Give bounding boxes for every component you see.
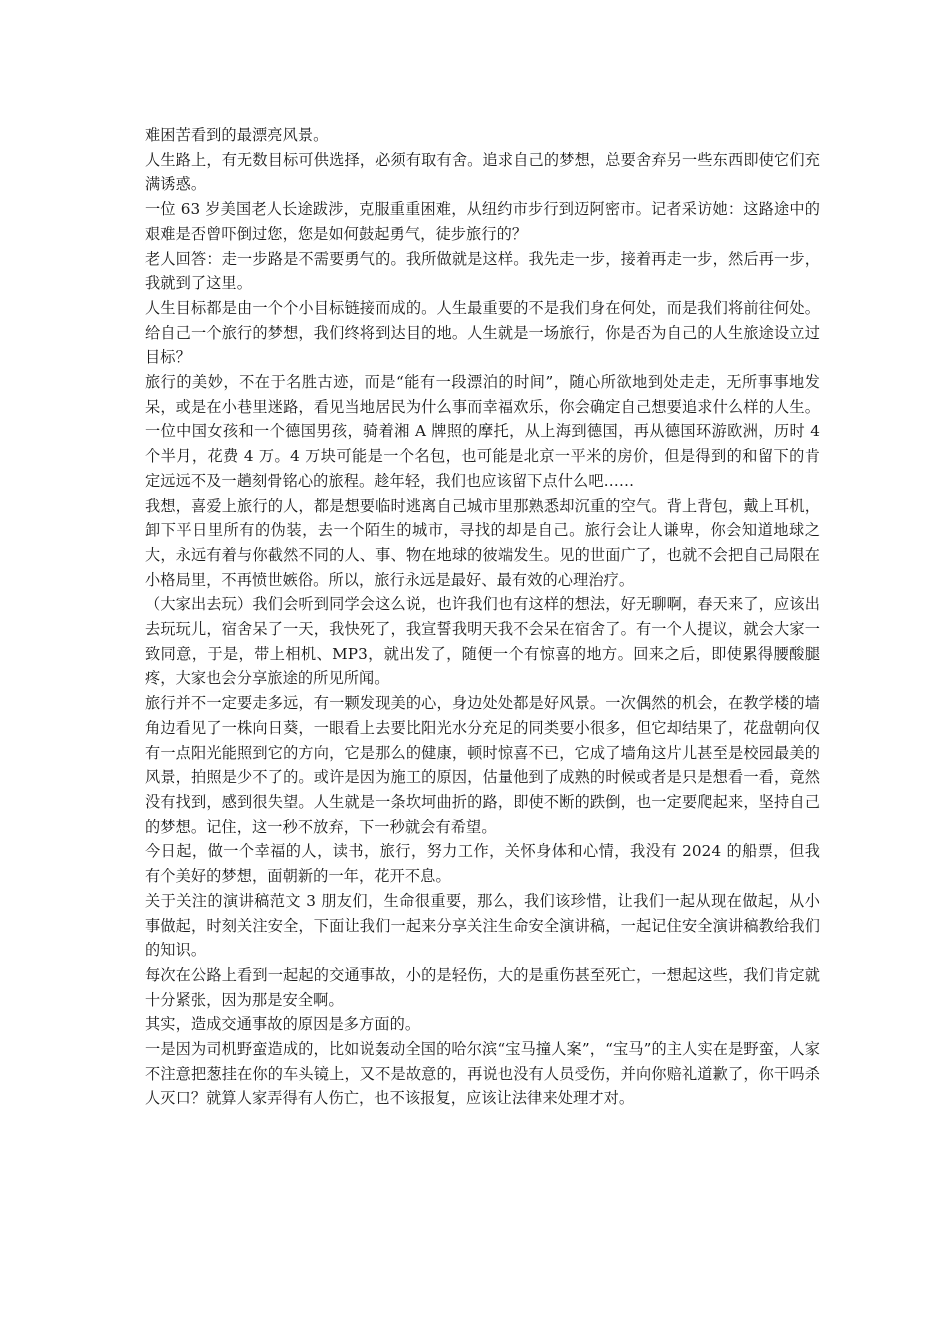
paragraph: 其实，造成交通事故的原因是多方面的。 bbox=[145, 1015, 421, 1034]
paragraph: 难困苦看到的最漂亮风景。 bbox=[145, 126, 329, 144]
paragraph: 人生路上，有无数目标可供选择，必须有取有舍。追求自己的梦想，总要舍弃另一些东西即使它们充满诱惑。 bbox=[145, 150, 820, 194]
paragraph: 旅行并不一定要走多远，有一颗发现美的心，身边处处都是好风景。一次偶然的机会，在教学楼的墙角边看见了一株向日葵，一眼看上去要比阳光水分充足的同类要小很多，但它却结果了，花盘朝向仅有一点阳光能照到它的方向，它是那么的健康，顿时惊喜不已，它成了墙角这片儿甚至是校园最美的风景，拍照是少不了的。或许是因为施工的原因，估量他到了成熟的时候或者是只是想看一看，竟然没有找到，感到很失望。人生就是一条坎坷曲折的路，即使不断的跌倒，也一定要爬起来，坚持自己的梦想。记住，这一秒不放弃，下一秒就会有希望。 bbox=[145, 694, 820, 836]
document-body bbox=[145, 123, 820, 1111]
paragraph: 我想，喜爱上旅行的人，都是想要临时逃离自己城市里那熟悉却沉重的空气。背上背包，戴上耳机，卸下平日里所有的伪装，去一个陌生的城市，寻找的却是自己。旅行会让人谦卑，你会知道地球之大，永远有着与你截然不同的人、事、物在地球的彼端发生。见的世面广了，也就不会把自己局限在小格局里，不再愤世嫉俗。所以，旅行永远是最好、最有效的心理治疗。 bbox=[145, 496, 820, 589]
paragraph: 老人回答：走一步路是不需要勇气的。我所做就是这样。我先走一步，接着再走一步，然后再一步，我就到了这里。 bbox=[145, 249, 820, 293]
paragraph: （大家出去玩）我们会听到同学会这么说，也许我们也有这样的想法，好无聊啊，春天来了，应该出去玩玩儿，宿舍呆了一天，我快死了，我宣誓我明天我不会呆在宿舍了。有一个人提议，就会大家一致同意，于是，带上相机、MP3，就出发了，随便一个有惊喜的地方。回来之后，即使累得腰酸腿疼，大家也会分享旅途的所见所闻。 bbox=[145, 595, 820, 688]
paragraph: 人生目标都是由一个个小目标链接而成的。人生最重要的不是我们身在何处，而是我们将前往何处。给自己一个旅行的梦想，我们终将到达目的地。人生就是一场旅行，你是否为自己的人生旅途设立过目标？ bbox=[145, 298, 820, 367]
paragraph: 每次在公路上看到一起起的交通事故，小的是轻伤，大的是重伤甚至死亡，一想起这些，我们肯定就十分紧张，因为那是安全啊。 bbox=[145, 965, 820, 1009]
paragraph: 今日起，做一个幸福的人，读书，旅行，努力工作，关怀身体和心情，我没有 2024 的船票，但我有个美好的梦想，面朝新的一年，花开不息。 bbox=[145, 842, 820, 886]
paragraph: 一位 63 岁美国老人长途跋涉，克服重重困难，从纽约市步行到迈阿密市。记者采访她：这路途中的艰难是否曾吓倒过您，您是如何鼓起勇气，徒步旅行的？ bbox=[145, 200, 820, 243]
paragraph: 一是因为司机野蛮造成的，比如说轰动全国的哈尔滨“宝马撞人案”，“宝马”的主人实在是野蛮，人家不注意把葱挂在你的车头镜上，又不是故意的，再说也没有人员受伤，并向你赔礼道歉了，你干吗杀人灭口？就算人家弄得有人伤亡，也不该报复，应该让法律来处理才对。 bbox=[145, 1040, 820, 1108]
paragraph: 旅行的美妙，不在于名胜古迹，而是“能有一段漂泊的时间”，随心所欲地到处走走，无所事事地发呆，或是在小巷里迷路，看见当地居民为什么事而幸福欢乐，你会确定自己想要追求什么样的人生。一位中国女孩和一个德国男孩，骑着湘 A 牌照的摩托，从上海到德国，再从德国环游欧洲，历时 4 个半月，花费 4 万。4 万块可能是一个名包，也可能是北京一平米的房价，但是得到的和留下的肯定远远不及一趟刻骨铭心的旅程。趁年轻，我们也应该留下点什么吧…… bbox=[145, 373, 820, 490]
paragraph: 关于关注的演讲稿范文 3 朋友们，生命很重要，那么，我们该珍惜，让我们一起从现在做起，从小事做起，时刻关注安全，下面让我们一起来分享关注生命安全演讲稿，一起记住安全演讲稿教给我们的知识。 bbox=[145, 891, 820, 960]
